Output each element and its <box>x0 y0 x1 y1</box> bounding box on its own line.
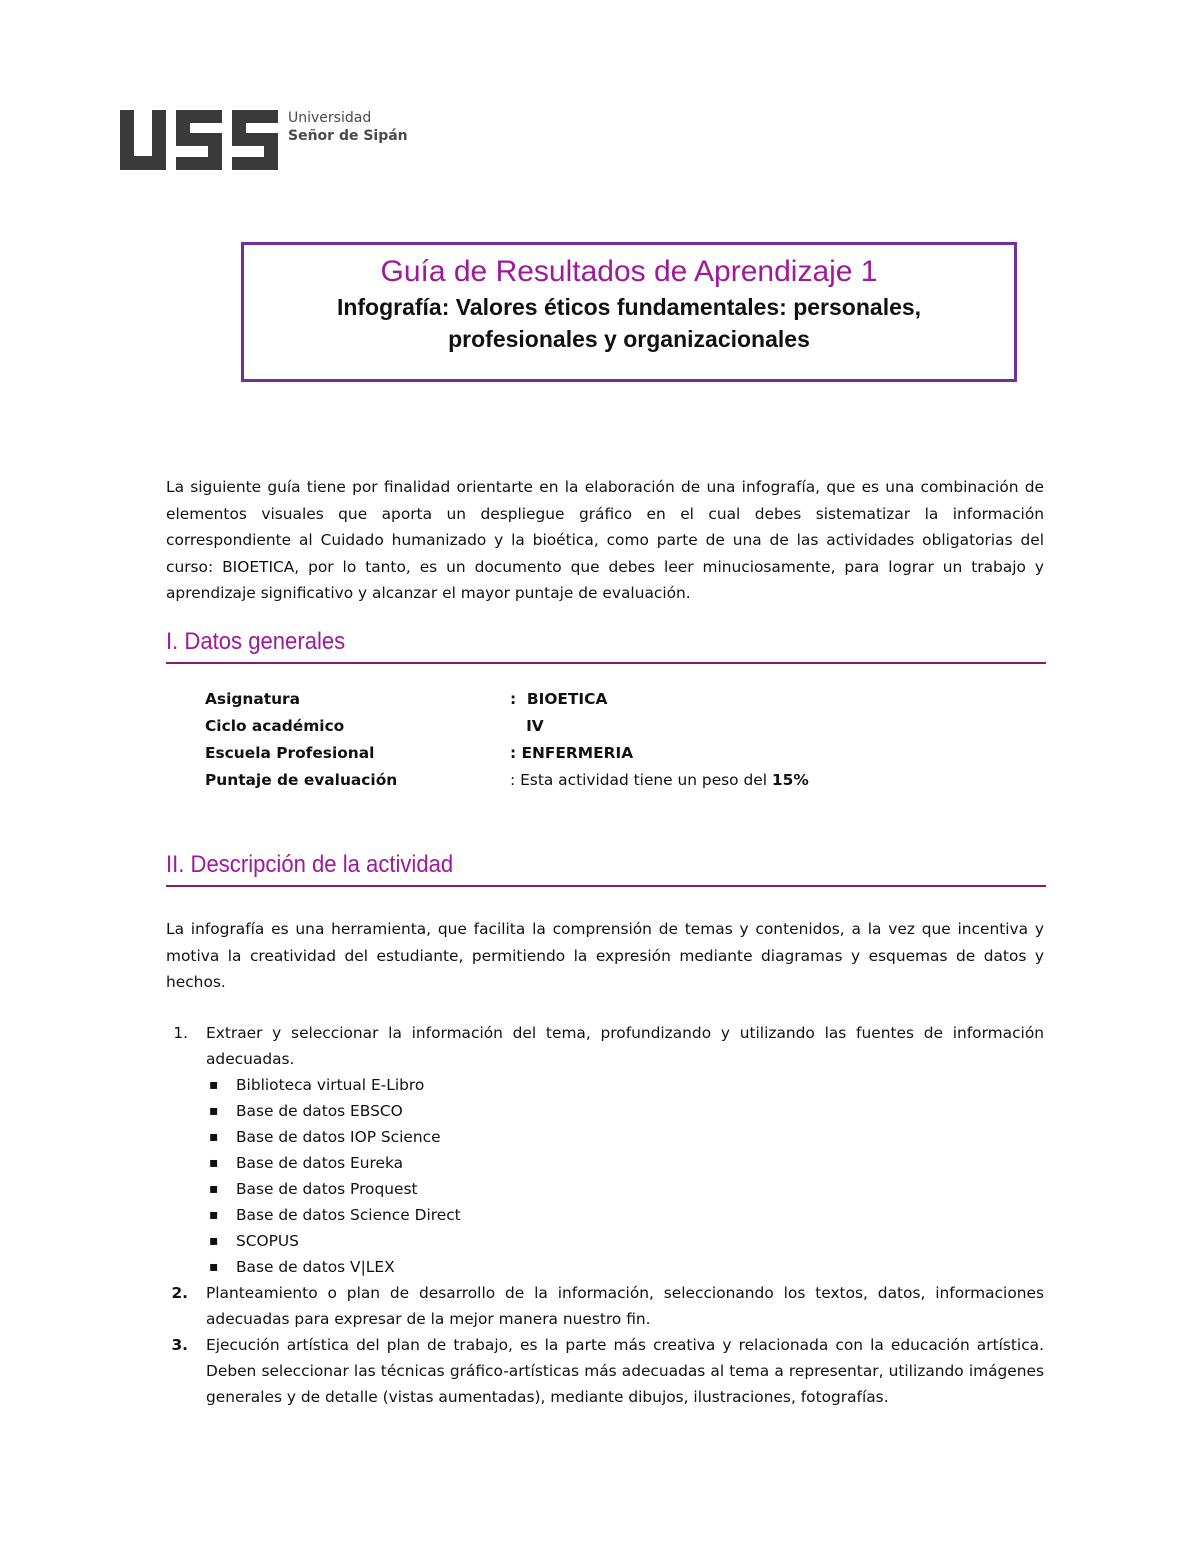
info-value <box>510 767 809 794</box>
step-text: Extraer y seleccionar la información del tema, profundizando y utilizando las fuentes de información adecuadas. <box>206 1024 1044 1068</box>
list-item: ▪ Base de datos Science Direct <box>206 1202 1044 1228</box>
info-label: Ciclo académico <box>205 717 345 735</box>
list-item <box>166 1020 1044 1280</box>
info-row <box>205 686 809 713</box>
step-number: 3. <box>171 1336 188 1354</box>
document-title: Guía de Resultados de Aprendizaje 1 <box>380 255 878 288</box>
sources-list <box>206 1072 1044 1280</box>
list-item <box>166 1280 1044 1332</box>
logo-line-2: Señor de Sipán <box>288 128 408 144</box>
section-title: II. Descripción de la actividad <box>166 851 454 878</box>
section-title: I. Datos generales <box>166 628 346 655</box>
section-heading-activity-description <box>166 851 1046 887</box>
step-text: Ejecución artística del plan de trabajo, es la parte más creativa y relacionada con la educación artística. Deben seleccionar las técnicas gráfico-artísticas más adecuadas al tema a representar, utilizando imágenes generales y de detalle (vistas aumentadas), mediante dibujos, ilustraciones, fotografías. <box>206 1336 1044 1406</box>
info-label: Escuela Profesional <box>205 744 375 762</box>
info-row <box>205 767 809 794</box>
list-item: ▪ Biblioteca virtual E-Libro <box>206 1072 1044 1098</box>
subtitle-line-1: Infografía: Valores éticos fundamentales: personales, <box>336 294 922 320</box>
info-row <box>205 713 809 740</box>
university-logo <box>120 110 408 174</box>
section-heading-general-data <box>166 628 1046 664</box>
steps-list <box>166 1020 1044 1410</box>
list-item: ▪ Base de datos Proquest <box>206 1176 1044 1202</box>
list-item: ▪ Base de datos Eureka <box>206 1150 1044 1176</box>
info-value: : ENFERMERIA <box>510 744 634 762</box>
step-number: 2. <box>171 1284 188 1302</box>
step-number: 1. <box>173 1024 188 1042</box>
info-label: Puntaje de evaluación <box>205 771 398 789</box>
uss-logo-mark <box>120 110 280 174</box>
step-text: Planteamiento o plan de desarrollo de la información, seleccionando los textos, datos, informaciones adecuadas para expresar de la mejor manera nuestro fin. <box>206 1284 1044 1328</box>
logo-wordmark <box>288 109 408 145</box>
document-subtitle <box>244 291 1014 355</box>
subtitle-line-2: profesionales y organizacionales <box>448 326 810 352</box>
info-value: : BIOETICA <box>510 690 608 708</box>
info-label: Asignatura <box>205 690 300 708</box>
list-item: ▪ Base de datos EBSCO <box>206 1098 1044 1124</box>
list-item: ▪ Base de datos V|LEX <box>206 1254 1044 1280</box>
info-row <box>205 740 809 767</box>
description-paragraph: La infografía es una herramienta, que facilita la comprensión de temas y contenidos, a la vez que incentiva y motiva la creatividad del estudiante, permitiendo la expresión mediante diagramas y esquemas de datos y hechos. <box>166 920 1044 991</box>
list-item: ▪ SCOPUS <box>206 1228 1044 1254</box>
title-box <box>241 242 1017 382</box>
logo-line-1: Universidad <box>288 110 372 126</box>
info-value-text: : Esta actividad tiene un peso del <box>510 771 772 789</box>
intro-paragraph: La siguiente guía tiene por finalidad orientarte en la elaboración de una infografía, que es una combinación de elementos visuales que aporta un despliegue gráfico en el cual debes sistematizar la información correspondiente al Cuidado humanizado y la bioética, como parte de una de las actividades obligatorias del curso: BIOETICA, por lo tanto, es un documento que debes leer minuciosamente, para lograr un trabajo y aprendizaje significativo y alcanzar el mayor puntaje de evaluación. <box>166 478 1044 602</box>
list-item: ▪ Base de datos IOP Science <box>206 1124 1044 1150</box>
info-value-weight: 15% <box>771 771 809 789</box>
list-item <box>166 1332 1044 1410</box>
info-value: IV <box>510 717 544 735</box>
general-data-table <box>205 686 809 794</box>
